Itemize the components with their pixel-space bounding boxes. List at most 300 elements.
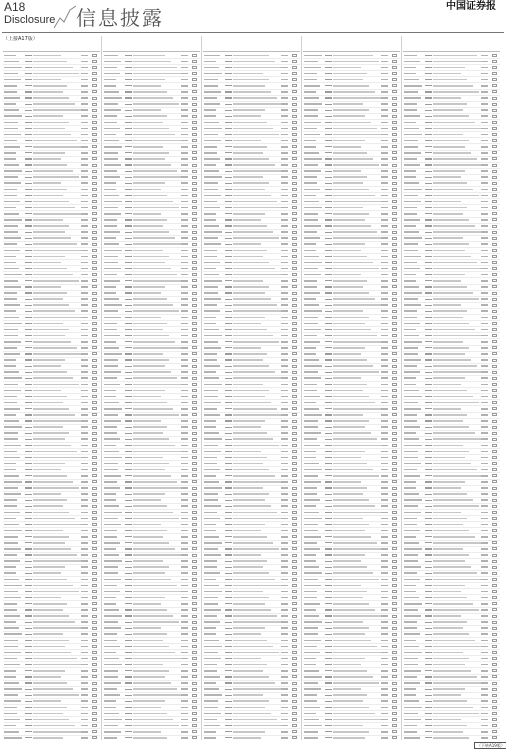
fund-name-text	[233, 377, 281, 379]
status-box	[492, 164, 497, 167]
fund-name-text	[233, 152, 263, 154]
value-text	[81, 591, 88, 593]
value-text	[281, 390, 288, 392]
fund-code-text	[104, 176, 120, 178]
fund-name-text	[233, 627, 265, 629]
fund-name-text	[233, 237, 279, 239]
value-text	[81, 85, 88, 87]
fund-type-text	[425, 591, 432, 592]
fund-name-text	[333, 97, 381, 99]
status-box	[392, 535, 397, 538]
value-text	[481, 341, 488, 343]
fund-name-text	[33, 524, 81, 526]
value-text	[481, 304, 488, 306]
fund-type-text	[225, 164, 232, 165]
fund-code-text	[304, 670, 319, 672]
fund-name-text	[233, 408, 277, 410]
fund-code-text	[304, 377, 321, 379]
fund-code-text	[4, 615, 20, 617]
status-box	[292, 547, 297, 550]
value-text	[481, 737, 488, 739]
fund-type-text	[325, 634, 332, 635]
fund-name-text	[33, 219, 63, 221]
fund-type-text	[125, 524, 132, 525]
fund-type-text	[225, 396, 232, 397]
status-box	[292, 267, 297, 270]
fund-type-text	[325, 359, 332, 360]
status-box	[392, 383, 397, 386]
fund-type-text	[225, 634, 232, 635]
fund-code-text	[404, 505, 418, 507]
fund-type-text	[325, 244, 332, 245]
status-box	[292, 706, 297, 709]
status-box	[492, 255, 497, 258]
fund-type-text	[225, 128, 232, 129]
status-box	[392, 255, 397, 258]
fund-type-text	[25, 695, 32, 696]
fund-type-text	[25, 689, 32, 690]
status-box	[492, 261, 497, 264]
value-text	[381, 91, 388, 93]
fund-code-text	[304, 140, 316, 142]
value-text	[181, 438, 188, 440]
fund-code-text	[304, 189, 320, 191]
fund-type-text	[325, 61, 332, 62]
value-text	[381, 170, 388, 172]
fund-type-text	[25, 341, 32, 342]
value-text	[281, 109, 288, 111]
value-text	[481, 365, 488, 367]
value-text	[81, 55, 88, 57]
fund-type-text	[425, 359, 432, 360]
fund-name-text	[33, 207, 75, 209]
fund-code-text	[404, 371, 420, 373]
fund-code-text	[4, 554, 17, 556]
fund-name-text	[133, 481, 177, 483]
status-box	[492, 517, 497, 520]
value-text	[281, 85, 288, 87]
fund-code-text	[204, 670, 217, 672]
fund-name-text	[433, 597, 467, 599]
status-box	[192, 438, 197, 441]
fund-code-text	[204, 250, 217, 252]
value-text	[381, 55, 388, 57]
value-text	[81, 572, 88, 574]
value-text	[81, 469, 88, 471]
value-text	[481, 487, 488, 489]
fund-name-text	[333, 688, 361, 690]
status-box	[492, 72, 497, 75]
fund-type-text	[425, 737, 432, 738]
fund-type-text	[425, 494, 432, 495]
fund-type-text	[225, 195, 232, 196]
fund-code-text	[4, 591, 18, 593]
fund-type-text	[225, 701, 232, 702]
fund-type-text	[125, 682, 132, 683]
value-text	[381, 682, 388, 684]
fund-name-text	[333, 365, 373, 367]
fund-code-text	[204, 408, 217, 410]
status-box	[392, 493, 397, 496]
status-box	[492, 621, 497, 624]
status-box	[492, 267, 497, 270]
fund-code-text	[204, 170, 219, 172]
fund-code-text	[204, 152, 217, 154]
fund-name-text	[233, 548, 279, 550]
fund-name-text	[33, 633, 63, 635]
fund-name-text	[33, 67, 73, 69]
fund-type-text	[25, 378, 32, 379]
status-box	[492, 285, 497, 288]
value-text	[481, 115, 488, 117]
fund-name-text	[233, 640, 267, 642]
fund-type-text	[25, 640, 32, 641]
fund-code-text	[404, 67, 416, 69]
status-box	[192, 468, 197, 471]
fund-name-text	[133, 189, 161, 191]
fund-code-text	[204, 585, 219, 587]
fund-name-text	[133, 341, 175, 343]
status-box	[292, 395, 297, 398]
fund-code-text	[104, 560, 122, 562]
status-box	[392, 176, 397, 179]
fund-name-text	[33, 627, 81, 629]
fund-code-text	[204, 475, 216, 477]
value-text	[281, 707, 288, 709]
status-box	[192, 718, 197, 721]
value-text	[281, 469, 288, 471]
fund-name-text	[233, 591, 263, 593]
fund-type-text	[325, 256, 332, 257]
status-box	[492, 694, 497, 697]
fund-type-text	[125, 359, 132, 360]
fund-name-text	[133, 103, 179, 105]
fund-type-text	[225, 55, 232, 56]
fund-code-text	[404, 572, 417, 574]
value-text	[81, 152, 88, 154]
value-text	[281, 646, 288, 648]
column-title	[303, 36, 400, 43]
status-box	[192, 523, 197, 526]
fund-name-text	[233, 219, 261, 221]
fund-type-text	[125, 603, 132, 604]
status-box	[392, 389, 397, 392]
fund-code-text	[204, 603, 218, 605]
fund-type-text	[125, 164, 132, 165]
status-box	[92, 145, 97, 148]
fund-code-text	[4, 463, 16, 465]
fund-type-text	[325, 390, 332, 391]
fund-type-text	[425, 628, 432, 629]
value-text	[81, 530, 88, 532]
fund-type-text	[325, 335, 332, 336]
fund-code-text	[404, 640, 416, 642]
status-box	[192, 340, 197, 343]
fund-name-text	[333, 268, 379, 270]
fund-name-text	[333, 176, 367, 178]
value-text	[181, 493, 188, 495]
fund-type-text	[325, 122, 332, 123]
fund-code-text	[404, 438, 419, 440]
fund-name-text	[433, 633, 469, 635]
value-text	[381, 512, 388, 514]
fund-type-text	[125, 286, 132, 287]
value-text	[181, 700, 188, 702]
fund-code-text	[304, 195, 316, 197]
fund-name-text	[233, 512, 277, 514]
status-box	[292, 511, 297, 514]
status-box	[192, 651, 197, 654]
fund-type-text	[325, 396, 332, 397]
fund-name-text	[233, 426, 261, 428]
fund-name-text	[233, 688, 281, 690]
value-text	[481, 609, 488, 611]
fund-type-text	[225, 689, 232, 690]
status-box	[292, 523, 297, 526]
status-box	[392, 346, 397, 349]
fund-name-text	[33, 176, 79, 178]
fund-name-text	[333, 536, 371, 538]
fund-type-text	[25, 390, 32, 391]
fund-name-text	[433, 371, 483, 373]
value-text	[81, 670, 88, 672]
status-box	[92, 663, 97, 666]
fund-name-text	[133, 445, 175, 447]
value-text	[81, 548, 88, 550]
fund-code-text	[404, 347, 418, 349]
fund-type-text	[325, 689, 332, 690]
fund-type-text	[25, 366, 32, 367]
value-text	[481, 664, 488, 666]
continued-note: （下转A19版）	[474, 742, 506, 749]
fund-name-text	[133, 579, 171, 581]
value-text	[181, 268, 188, 270]
fund-name-text	[133, 170, 177, 172]
fund-type-text	[325, 536, 332, 537]
fund-type-text	[325, 433, 332, 434]
fund-code-text	[4, 585, 22, 587]
fund-name-text	[133, 688, 177, 690]
fund-name-text	[333, 61, 379, 63]
value-text	[381, 256, 388, 258]
status-box	[192, 279, 197, 282]
status-box	[392, 529, 397, 532]
fund-code-text	[204, 146, 217, 148]
value-text	[381, 371, 388, 373]
fund-code-text	[4, 713, 17, 715]
value-text	[181, 499, 188, 501]
fund-type-text	[325, 524, 332, 525]
value-text	[181, 91, 188, 93]
value-text	[181, 572, 188, 574]
value-text	[281, 268, 288, 270]
fund-code-text	[104, 719, 122, 721]
fund-name-text	[433, 164, 483, 166]
fund-type-text	[25, 128, 32, 129]
fund-type-text	[425, 79, 432, 80]
status-box	[192, 182, 197, 185]
fund-code-text	[104, 591, 120, 593]
status-box	[292, 432, 297, 435]
value-text	[281, 445, 288, 447]
fund-code-text	[404, 298, 418, 300]
fund-name-text	[33, 694, 79, 696]
value-text	[81, 737, 88, 739]
fund-name-text	[133, 414, 179, 416]
status-box	[192, 139, 197, 142]
fund-code-text	[204, 420, 216, 422]
fund-type-text	[125, 366, 132, 367]
fund-code-text	[4, 182, 21, 184]
status-box	[492, 90, 497, 93]
fund-code-text	[304, 457, 316, 459]
fund-code-text	[304, 621, 322, 623]
fund-code-text	[304, 676, 322, 678]
value-text	[281, 79, 288, 81]
fund-type-text	[425, 219, 432, 220]
value-text	[481, 713, 488, 715]
fund-type-text	[325, 573, 332, 574]
fund-name-text	[333, 231, 377, 233]
fund-type-text	[25, 427, 32, 428]
fund-code-text	[104, 310, 118, 312]
value-text	[281, 524, 288, 526]
fund-type-text	[325, 195, 332, 196]
status-box	[392, 212, 397, 215]
fund-type-text	[25, 701, 32, 702]
fund-type-text	[125, 658, 132, 659]
fund-name-text	[433, 445, 463, 447]
fund-code-text	[204, 707, 218, 709]
fund-code-text	[404, 195, 418, 197]
status-box	[92, 505, 97, 508]
fund-code-text	[104, 109, 121, 111]
fund-name-text	[433, 128, 481, 130]
value-text	[81, 420, 88, 422]
value-text	[381, 719, 388, 721]
fund-code-text	[104, 128, 120, 130]
fund-code-text	[4, 231, 18, 233]
value-text	[381, 725, 388, 727]
fund-code-text	[204, 451, 221, 453]
fund-code-text	[104, 536, 117, 538]
fund-code-text	[4, 646, 18, 648]
fund-code-text	[204, 335, 222, 337]
status-box	[492, 505, 497, 508]
fund-name-text	[333, 438, 377, 440]
fund-name-text	[433, 396, 473, 398]
fund-name-text	[133, 262, 165, 264]
value-text	[181, 694, 188, 696]
fund-type-text	[25, 55, 32, 56]
fund-name-text	[333, 274, 361, 276]
fund-type-text	[425, 347, 432, 348]
fund-code-text	[304, 646, 317, 648]
status-box	[392, 584, 397, 587]
fund-name-text	[33, 225, 69, 227]
value-text	[381, 640, 388, 642]
fund-type-text	[325, 500, 332, 501]
status-box	[192, 578, 197, 581]
fund-code-text	[204, 79, 218, 81]
fund-name-text	[33, 243, 77, 245]
status-box	[392, 90, 397, 93]
status-box	[392, 590, 397, 593]
status-box	[192, 444, 197, 447]
status-box	[392, 84, 397, 87]
status-box	[192, 97, 197, 100]
fund-name-text	[433, 414, 467, 416]
disclosure-column	[203, 36, 300, 740]
fund-code-text	[104, 164, 121, 166]
value-text	[181, 505, 188, 507]
fund-type-text	[25, 134, 32, 135]
fund-name-text	[233, 445, 279, 447]
fund-type-text	[225, 731, 232, 732]
fund-type-text	[125, 463, 132, 464]
fund-name-text	[233, 268, 275, 270]
status-box	[192, 712, 197, 715]
fund-type-text	[225, 469, 232, 470]
fund-type-text	[425, 463, 432, 464]
fund-name-text	[33, 122, 69, 124]
fund-name-text	[433, 493, 467, 495]
fund-name-text	[233, 566, 263, 568]
status-box	[92, 84, 97, 87]
fund-code-text	[204, 700, 218, 702]
value-text	[281, 420, 288, 422]
value-text	[281, 554, 288, 556]
fund-name-text	[333, 487, 367, 489]
status-box	[192, 127, 197, 130]
value-text	[281, 256, 288, 258]
status-box	[292, 468, 297, 471]
fund-code-text	[204, 219, 216, 221]
value-text	[181, 176, 188, 178]
fund-type-text	[125, 268, 132, 269]
fund-code-text	[204, 317, 216, 319]
fund-code-text	[104, 548, 116, 550]
fund-code-text	[104, 676, 118, 678]
value-text	[481, 152, 488, 154]
fund-type-text	[225, 73, 232, 74]
status-box	[92, 493, 97, 496]
value-text	[381, 286, 388, 288]
value-text	[281, 414, 288, 416]
fund-name-text	[233, 310, 283, 312]
fund-code-text	[4, 310, 16, 312]
fund-name-text	[433, 737, 469, 739]
fund-code-text	[4, 402, 17, 404]
fund-name-text	[33, 134, 71, 136]
fund-type-text	[225, 512, 232, 513]
status-box	[192, 541, 197, 544]
fund-type-text	[225, 567, 232, 568]
status-box	[92, 724, 97, 727]
fund-code-text	[104, 329, 117, 331]
fund-code-text	[204, 365, 220, 367]
fund-type-text	[225, 116, 232, 117]
value-text	[81, 280, 88, 282]
fund-name-text	[33, 237, 71, 239]
status-box	[292, 487, 297, 490]
fund-type-text	[225, 615, 232, 616]
fund-name-text	[333, 603, 369, 605]
fund-code-text	[304, 298, 316, 300]
fund-code-text	[404, 621, 417, 623]
status-box	[392, 164, 397, 167]
fund-name-text	[433, 274, 465, 276]
